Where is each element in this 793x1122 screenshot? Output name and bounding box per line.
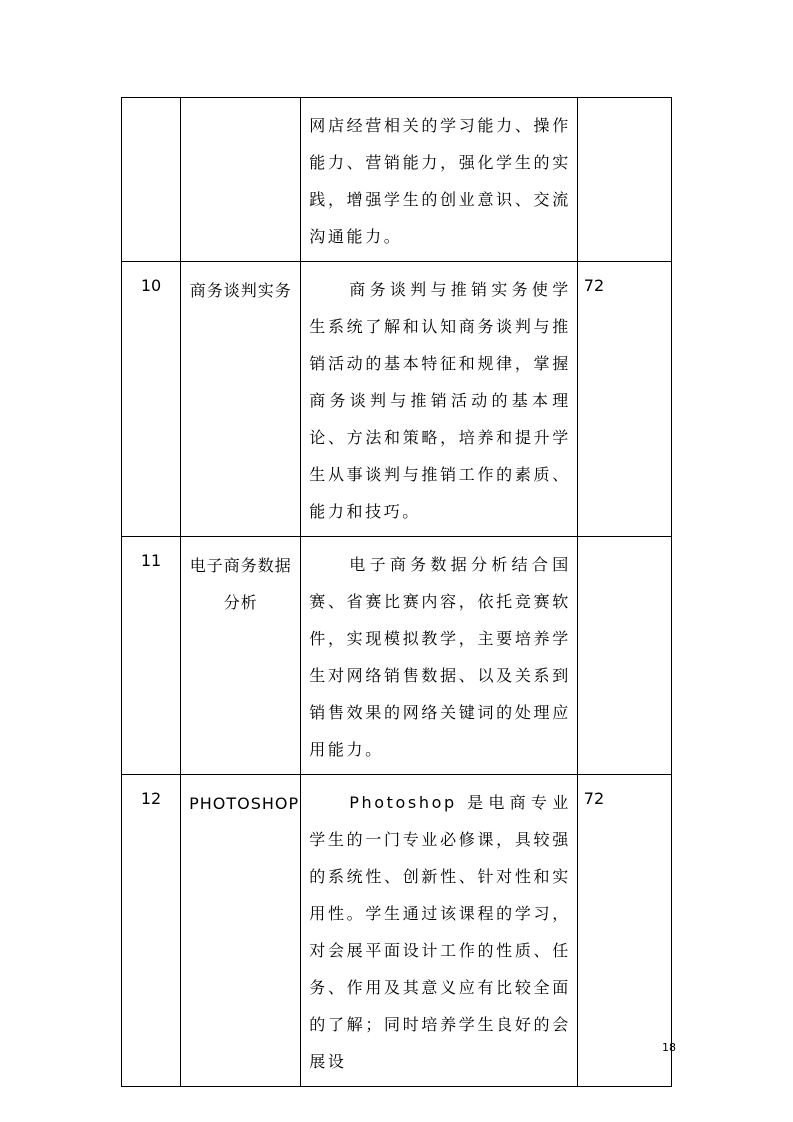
course-number: 11 xyxy=(122,537,181,775)
course-hours xyxy=(577,98,671,262)
course-description: 电子商务数据分析结合国赛、省赛比赛内容，依托竞赛软件，实现模拟教学，主要培养学生对网络销售数据、以及关系到销售效果的网络关键词的处理应用能力。 xyxy=(301,537,578,775)
course-name xyxy=(181,98,301,262)
course-description: 商务谈判与推销实务使学生系统了解和认知商务谈判与推销活动的基本特征和规律，掌握商务谈判与推销活动的基本理论、方法和策略，培养和提升学生从事谈判与推销工作的素质、能力和技巧。 xyxy=(301,262,578,537)
table-row xyxy=(122,262,672,537)
course-number: 12 xyxy=(122,775,181,1087)
course-number: 10 xyxy=(122,262,181,537)
course-hours: 72 xyxy=(577,262,671,537)
table-row xyxy=(122,98,672,262)
course-number xyxy=(122,98,181,262)
course-name: 商务谈判实务 xyxy=(181,262,301,537)
course-description: Photoshop 是电商专业学生的一门专业必修课，具较强的系统性、创新性、针对性和实用性。学生通过该课程的学习，对会展平面设计工作的性质、任务、作用及其意义应有比较全面的了解；同时培养学生良好的会展设 xyxy=(301,775,578,1087)
course-hours xyxy=(577,537,671,775)
table-row xyxy=(122,537,672,775)
course-description: 网店经营相关的学习能力、操作能力、营销能力，强化学生的实践，增强学生的创业意识、交流沟通能力。 xyxy=(301,98,578,262)
page-number: 18 xyxy=(662,1041,676,1054)
course-name: 电子商务数据分析 xyxy=(181,537,301,775)
course-table xyxy=(121,97,672,1087)
course-hours: 72 xyxy=(577,775,671,1087)
table-row xyxy=(122,775,672,1087)
course-name: PHOTOSHOP xyxy=(181,775,301,1087)
